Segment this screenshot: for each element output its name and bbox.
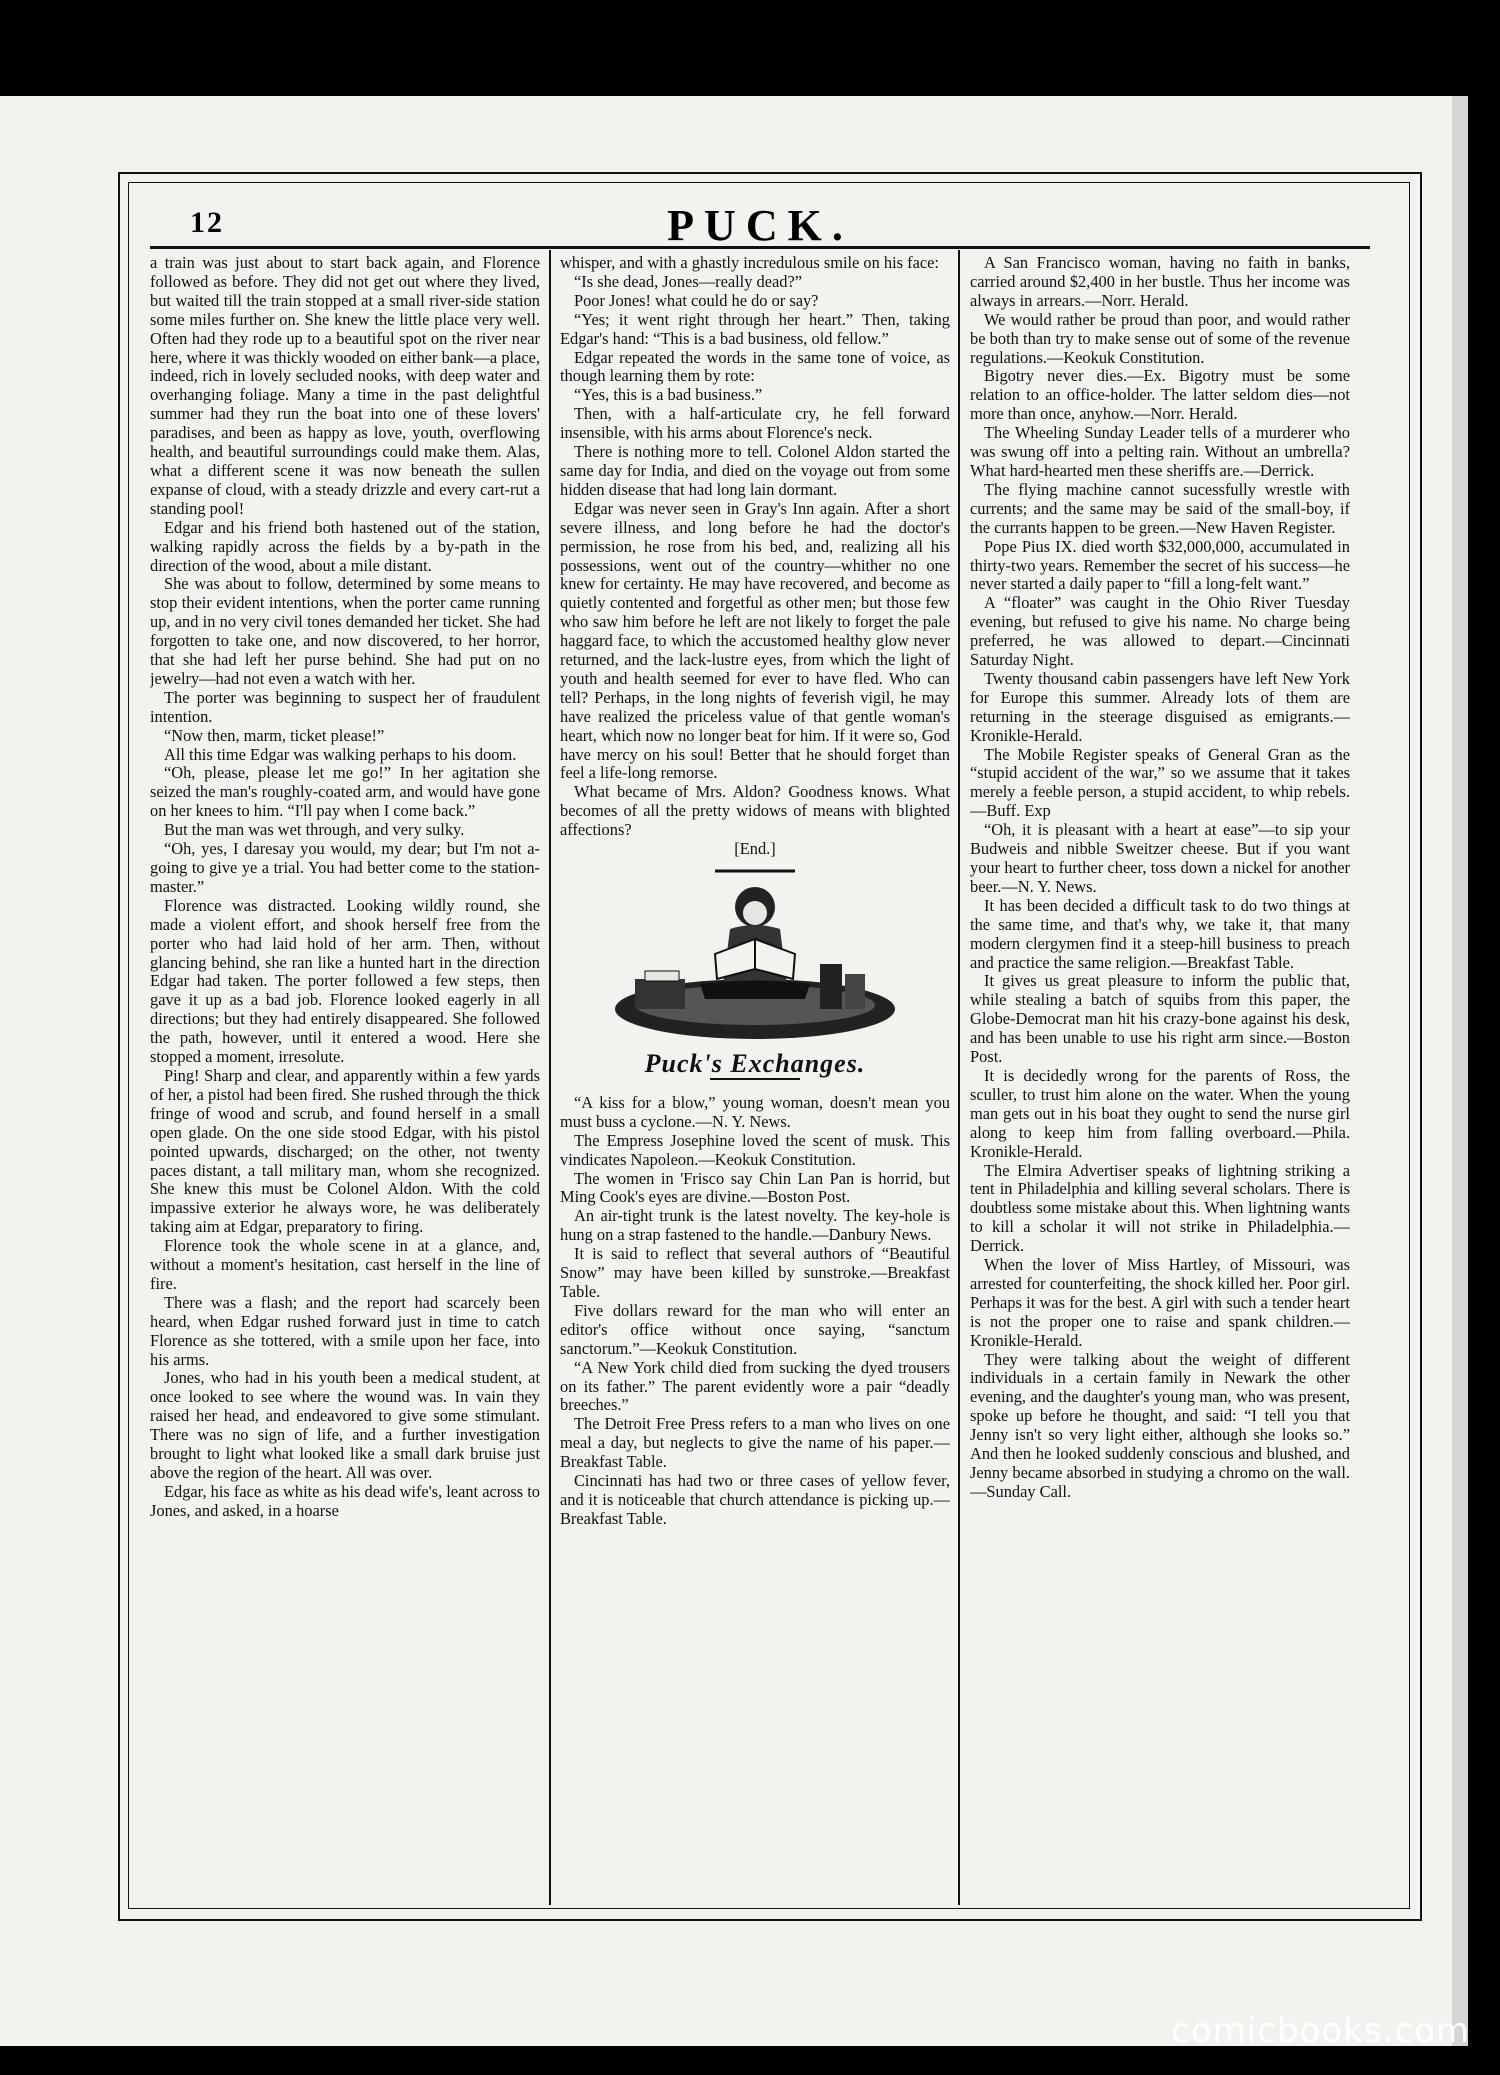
- paragraph: “Oh, yes, I daresay you would, my dear; but I'm not a-going to give ye a trial. You had better come to the station-master.”: [150, 839, 540, 896]
- exchange-item: Pope Pius IX. died worth $32,000,000, accumulated in thirty-two years. Remember the secret of his success—he never started a daily paper to “fill a long-felt want.”: [970, 536, 1350, 594]
- paragraph: “Is she dead, Jones—really dead?”: [574, 271, 803, 291]
- exchange-item: It is said to reflect that several authors of “Beautiful Snow” may have been killed by sunstroke.—Breakfast Table.: [560, 1244, 950, 1301]
- exchange-item: The Detroit Free Press refers to a man who lives on one meal a day, but neglects to give the name of his paper.—Breakfast Table.: [560, 1414, 950, 1472]
- paragraph: But the man was wet through, and very sulky.: [164, 820, 465, 840]
- exchange-item: Five dollars reward for the man who will enter an editor's office without once saying, “sanctum sanctorum.”—Keokuk Constitution.: [560, 1300, 950, 1358]
- exchanges-heading: Puck's Exchanges.: [644, 1049, 866, 1078]
- header-rule: [150, 246, 1370, 249]
- paragraph: What became of Mrs. Aldon? Goodness knows. What becomes of all the pretty widows of means with blighted affections?: [560, 782, 950, 840]
- paragraph: “Oh, please, please let me go!” In her agitation she seized the man's roughly-coated arm, and would have gone on her knees to him. “I'll pay when I come back.”: [150, 763, 540, 821]
- end-marker: [End.]: [734, 839, 776, 859]
- column-story-continued: [150, 254, 540, 1904]
- masthead-title: PUCK.: [667, 201, 853, 250]
- page-number: 12: [190, 206, 224, 239]
- exchange-item: The Elmira Advertiser speaks of lightning striking a tent in Philadelphia and killing several scholars. There is doubtless some mistake about this. When lightning wants to kill a scholar it will not strike in Philadelphia.—Derrick.: [970, 1160, 1350, 1256]
- paragraph: Then, with a half-articulate cry, he fell forward insensible, with his arms about Florence's neck.: [560, 404, 950, 443]
- exchange-item: The Mobile Register speaks of General Gran as the “stupid accident of the war,” so we assume that it takes merely a feeble person, a stupid accident, to whip rebels.—Buff. Exp: [970, 744, 1350, 821]
- puck-reading-illustration: [605, 859, 905, 1049]
- exchange-item: A “floater” was caught in the Ohio River Tuesday evening, but refused to give his name. No charge being preferred, he was allowed to depart.—Cincinnati Saturday Night.: [970, 593, 1350, 670]
- exchange-item: An air-tight trunk is the latest novelty. The key-hole is hung on a strap fastened to the handle.—Danbury News.: [560, 1206, 950, 1245]
- exchange-item: “Oh, it is pleasant with a heart at ease”—to sip your Budweis and nibble Sweitzer cheese. But if you want your heart to further cheer, toss down a nickel for another beer.—N. Y. News.: [970, 820, 1350, 896]
- paragraph: “Yes, this is a bad business.”: [574, 385, 763, 405]
- exchange-item: The Wheeling Sunday Leader tells of a murderer who was swung off into a pelting rain. Without an umbrella? What hard-hearted men these sheriffs are.—Derrick.: [970, 423, 1350, 480]
- paragraph: She was about to follow, determined by some means to stop their evident intentions, when the porter came running up, and in no very civil tones demanded her ticket. She had forgotten to take one, and now discovered, to her horror, that she had left her purse behind. She had put on no jewelry—had not even a watch with her.: [150, 574, 540, 688]
- exchange-item: Bigotry never dies.—Ex. Bigotry must be some relation to an office-holder. The latter seldom dies—not more than once, anyhow.—Norr. Herald.: [970, 366, 1350, 424]
- exchange-item: “A kiss for a blow,” young woman, doesn't mean you must buss a cyclone.—N. Y. News.: [560, 1092, 950, 1131]
- paragraph: “Yes; it went right through her heart.” Then, taking Edgar's hand: “This is a bad business, old fellow.”: [560, 309, 950, 348]
- exchange-item: It gives us great pleasure to inform the public that, while stealing a batch of squibs from this paper, the Globe-Democrat man hit his crazy-bone against his desk, and has been unable to use his right arm since.—Boston Post.: [970, 971, 1350, 1067]
- paragraph: There was a flash; and the report had scarcely been heard, when Edgar rushed forward just in time to catch Florence as she tottered, with a smile upon her face, into his arms.: [150, 1292, 540, 1369]
- paragraph: Edgar was never seen in Gray's Inn again. After a short severe illness, and long before he had the doctor's permission, he rose from his bed, and, realizing all his possessions, went out of the country—whither no one knew for certainty. He may have recovered, and become as quietly contented and forgetful as other men; but those few who saw him before he left are not likely to forget the pale haggard face, to which the accustomed healthy glow never returned, and the lack-lustre eyes, from which the light of youth and health seemed for ever to have fled. Who can tell? Perhaps, in the long nights of feverish vigil, he may have realized the priceless value of that gentle woman's heart, which now no longer beat for him. If it were so, God have mercy on his soul! Better that he should forget than feel a life-long remorse.: [560, 498, 950, 783]
- site-watermark: comicbooks.com: [1171, 2011, 1470, 2051]
- exchange-item: It has been decided a difficult task to do two things at the same time, and that's why, we take it, that many modern clergymen find it a steep-hill business to preach and practice the same religion.—Breakfast Table.: [970, 895, 1350, 972]
- exchange-item: The women in 'Frisco say Chin Lan Pan is horrid, but Ming Cook's eyes are divine.—Boston Post.: [560, 1168, 950, 1207]
- paragraph: whisper, and with a ghastly incredulous smile on his face:: [560, 254, 939, 272]
- exchange-item: Twenty thousand cabin passengers have left New York for Europe this summer. Already lots of them are returning in the steerage disguised as emigrants.—Kronikle-Herald.: [970, 668, 1350, 745]
- paragraph: Jones, who had in his youth been a medical student, at once looked to see where the wound was. In vain they raised her head, and endeavored to give some stimulant. There was no sign of life, and a further investigation brought to light what looked like a small dark bruise just above the region of the heart. All was over.: [150, 1368, 540, 1482]
- exchange-item: When the lover of Miss Hartley, of Missouri, was arrested for counterfeiting, the shock killed her. Poor girl. Perhaps it was for the best. A girl with such a tender heart is not the proper one to raise and spank children.—Kronikle-Herald.: [970, 1255, 1350, 1350]
- exchange-item: It is decidedly wrong for the parents of Ross, the sculler, to trust him alone on the water. When the young man gets out in his boat they ought to send the nurse girl along to keep him from falling overboard.—Phila. Kronikle-Herald.: [970, 1065, 1350, 1161]
- column-story-end-and-exchanges: [560, 254, 950, 1904]
- exchange-item: They were talking about the weight of different individuals in a certain family in Newark the other evening, and the daughter's young man, who was present, spoke up before he thought, and said: “I tell you that Jenny isn't so very light either, although she looks so.” And then he looked suddenly conscious and blushed, and Jenny became absorbed in studying a chromo on the wall.—Sunday Call.: [970, 1349, 1350, 1501]
- paragraph: Edgar, his face as white as his dead wife's, leant across to Jones, and asked, in a hoarse: [150, 1481, 540, 1520]
- paragraph: The porter was beginning to suspect her of fraudulent intention.: [150, 687, 540, 726]
- paragraph: Florence took the whole scene in at a glance, and, without a moment's hesitation, cast herself in the line of fire.: [150, 1236, 540, 1293]
- paragraph: There is nothing more to tell. Colonel Aldon started the same day for India, and died on the voyage out from some hidden disease that had long lain dormant.: [560, 442, 950, 499]
- exchange-item: The flying machine cannot sucessfully wrestle with currents; and the same may be said of the small-boy, if the currants happen to be green.—New Haven Register.: [970, 479, 1350, 537]
- exchange-item: The Empress Josephine loved the scent of musk. This vindicates Napoleon.—Keokuk Constitution.: [560, 1130, 950, 1169]
- column-divider: [958, 250, 960, 1905]
- exchange-item: We would rather be proud than poor, and would rather be both than try to make sense out of some of the revenue regulations.—Keokuk Constitution.: [970, 309, 1350, 367]
- page-edge: [1452, 96, 1468, 2046]
- paragraph: a train was just about to start back again, and Florence followed as before. They did not get out where they lived, but waited till the train stopped at a small river-side station some miles further on. She knew the little place very well. Often had they rode up to a beautiful spot on the river near here, where it was thickly wooded on either bank—a place, indeed, rich in lovely secluded nooks, with deep water and overhanging foliage. Many a time in the past delightful summer had they run the boat into one of these lovers' paradises, and been as happy as love, youth, overflowing health, and beautiful surroundings could make them. Alas, what a different scene it was now beneath the sullen expanse of cloud, with a steady drizzle and every cart-rut a standing pool!: [150, 254, 540, 518]
- paragraph: Florence was distracted. Looking wildly round, she made a violent effort, and shook herself free from the porter who had laid hold of her arm. Then, without glancing behind, she ran like a hunted hart in the direction Edgar had taken. The porter followed a few steps, then gave it up as a bad job. Florence looked eagerly in all directions; but they had entirely disappeared. She followed the path, however, until it entered a wood. Here she stopped a moment, irresolute.: [150, 895, 540, 1067]
- paragraph: Ping! Sharp and clear, and apparently within a few yards of her, a pistol had been fired. She rushed through the thick fringe of wood and scrub, and found herself in a small open glade. On the one side stood Edgar, with his pistol pointed upwards, discharged; on the other, not twenty paces distant, a tall military man, whom she recognized. She knew this must be Colonel Aldon. With the cold impassive exterior he always wore, he was deliberately taking aim at Edgar, preparatory to firing.: [150, 1065, 540, 1237]
- exchange-item: Cincinnati has had two or three cases of yellow fever, and it is noticeable that church attendance is picking up.—Breakfast Table.: [560, 1471, 950, 1528]
- page-header: [150, 200, 1370, 250]
- exchange-item: A San Francisco woman, having no faith in banks, carried around $2,400 in her bustle. Thus her income was always in arrears.—Norr. Herald.: [970, 254, 1350, 310]
- paragraph: “Now then, marm, ticket please!”: [164, 725, 385, 745]
- paragraph: Edgar and his friend both hastened out of the station, walking rapidly across the fields by a by-path in the direction of the wood, about a mile distant.: [150, 517, 540, 575]
- paragraph: Poor Jones! what could he do or say?: [574, 290, 819, 310]
- paragraph: Edgar repeated the words in the same tone of voice, as though learning them by rote:: [560, 347, 950, 386]
- column-divider: [549, 250, 551, 1905]
- column-exchanges: [970, 254, 1350, 1904]
- exchange-item: “A New York child died from sucking the dyed trousers on its father.” The parent evidently wore a pair “deadly breeches.”: [560, 1357, 950, 1415]
- paragraph: All this time Edgar was walking perhaps to his doom.: [164, 744, 517, 764]
- heading-rule: [710, 1078, 800, 1080]
